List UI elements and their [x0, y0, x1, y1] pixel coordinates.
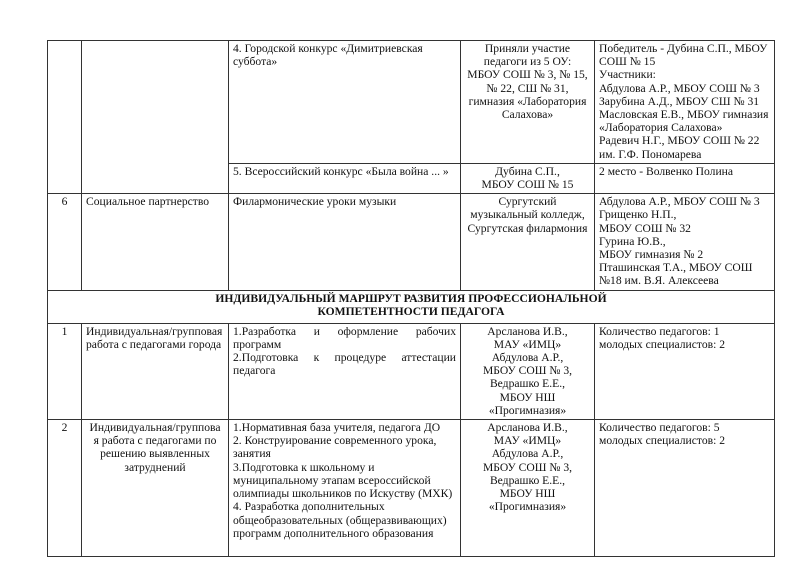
responsible-line: Абдулова А.Р.,	[491, 351, 564, 365]
event-item: 4. Разработка дополнительных общеобразовательных (общеразвивающих) программ дополнительного образования	[233, 500, 447, 540]
responsible-line: Салахова»	[501, 108, 554, 122]
result-line: Радевич Н.Г., МБОУ СОШ № 22 им. Г.Ф. Пономарева	[599, 134, 760, 161]
result-line: Количество педагогов: 5	[599, 421, 720, 435]
activity-table	[47, 40, 775, 557]
result-line: Абдулова А.Р., МБОУ СОШ № 3	[599, 195, 760, 209]
result-line: Участники:	[599, 68, 656, 82]
row-number-cell: 1	[48, 323, 82, 419]
result-cell	[595, 163, 775, 193]
result-cell	[595, 194, 775, 290]
table-row	[48, 420, 775, 557]
responsible-line: МБОУ СОШ № 15	[481, 178, 574, 192]
direction-cell: Индивидуальная/групповая работа с педагогами города	[82, 323, 229, 419]
table-row	[48, 194, 775, 290]
responsible-line: МАУ «ИМЦ»	[493, 434, 562, 448]
section-title-line: КОМПЕТЕНТНОСТИ ПЕДАГОГА	[317, 304, 505, 318]
result-line: Пташинская Т.А., МБОУ СОШ №18 им. В.Я. Алексеева	[599, 261, 753, 288]
result-line: молодых специалистов: 2	[599, 337, 726, 351]
responsible-line: Приняли участие	[484, 42, 571, 55]
event-cell	[229, 163, 461, 193]
event-item: 2.Подготовка к процедуре аттестации педагога	[233, 351, 456, 378]
result-line: Количество педагогов: 1	[599, 324, 720, 338]
responsible-line: МБОУ НШ	[499, 390, 556, 404]
responsible-line: Дубина С.П.,	[495, 164, 560, 178]
direction-cell	[82, 41, 229, 194]
responsible-line: Сургутский	[498, 195, 557, 209]
responsible-line: Арсланова И.В.,	[487, 421, 568, 435]
row-number-cell	[48, 41, 82, 194]
event-cell	[229, 420, 461, 557]
responsible-cell	[461, 41, 595, 164]
table-row	[48, 41, 775, 164]
result-line: Абдулова А.Р., МБОУ СОШ № 3	[599, 81, 760, 95]
event-cell	[229, 323, 461, 419]
event-item: 1.Разработка и оформление рабочих программ	[233, 324, 456, 351]
responsible-line: МБОУ СОШ № 3,	[482, 364, 573, 378]
responsible-cell	[461, 420, 595, 557]
event-text: 5. Всероссийский конкурс «Была война ... »	[233, 164, 449, 178]
event-cell: Филармонические уроки музыки	[229, 194, 461, 290]
responsible-line: «Прогимназия»	[488, 500, 567, 514]
table-row	[48, 323, 775, 419]
responsible-cell	[461, 323, 595, 419]
result-line: МБОУ СОШ № 32	[599, 221, 691, 235]
result-line: Гурина Ю.В.,	[599, 234, 666, 248]
direction-cell: Социальное партнерство	[82, 194, 229, 290]
responsible-line: гимназия «Лаборатория	[468, 94, 587, 108]
section-title-line: ИНДИВИДУАЛЬНЫЙ МАРШРУТ РАЗВИТИЯ ПРОФЕССИОНАЛЬНОЙ	[215, 291, 607, 305]
result-line: Зарубина А.Д., МБОУ СШ № 31	[599, 94, 760, 108]
responsible-line: Арсланова И.В.,	[487, 324, 568, 338]
row-number-cell: 6	[48, 194, 82, 290]
responsible-cell	[461, 163, 595, 193]
responsible-line: Ведрашко Е.Е.,	[489, 473, 566, 487]
result-cell	[595, 420, 775, 557]
section-title	[48, 290, 775, 323]
result-line: 2 место - Волвенко Полина	[599, 164, 733, 178]
event-text: 4. Городской конкурс «Димитриевская суббота»	[233, 42, 423, 69]
event-item: 3.Подготовка к школьному и муниципальному этапам всероссийской олимпиады школьников по Искуству (МХК)	[233, 460, 453, 501]
responsible-line: музыкальный колледж,	[470, 208, 585, 222]
result-line: Грищенко Н.П.,	[599, 208, 677, 222]
result-line: МБОУ гимназия № 2	[599, 248, 704, 262]
responsible-line: МБОУ СОШ № 3,	[482, 460, 573, 474]
responsible-line: педагоги из 5 ОУ:	[483, 55, 572, 69]
result-cell	[595, 323, 775, 419]
result-line: молодых специалистов: 2	[599, 434, 726, 448]
row-number-cell: 2	[48, 420, 82, 557]
event-item: 2. Конструирование современного урока, занятия	[233, 434, 437, 461]
responsible-cell	[461, 194, 595, 290]
responsible-line: Абдулова А.Р.,	[491, 447, 564, 461]
result-line: Победитель - Дубина С.П., МБОУ СОШ № 15	[599, 42, 768, 69]
responsible-line: МАУ «ИМЦ»	[493, 337, 562, 351]
event-item: 1.Нормативная база учителя, педагога ДО	[233, 421, 441, 435]
responsible-line: МБОУ НШ	[499, 487, 556, 501]
section-header-row	[48, 290, 775, 323]
event-cell	[229, 41, 461, 164]
direction-cell: Индивидуальная/группова я работа с педагогами по решению выявленных затруднений	[82, 420, 229, 557]
responsible-line: «Прогимназия»	[488, 403, 567, 417]
result-cell	[595, 41, 775, 164]
responsible-line: № 22, СШ № 31,	[486, 81, 569, 95]
responsible-line: Сургутская филармония	[467, 221, 588, 235]
responsible-line: Ведрашко Е.Е.,	[489, 377, 566, 391]
result-line: Масловская Е.В., МБОУ гимназия «Лаборатория Салахова»	[599, 108, 769, 135]
responsible-line: МБОУ СОШ № 3, № 15,	[467, 68, 588, 82]
